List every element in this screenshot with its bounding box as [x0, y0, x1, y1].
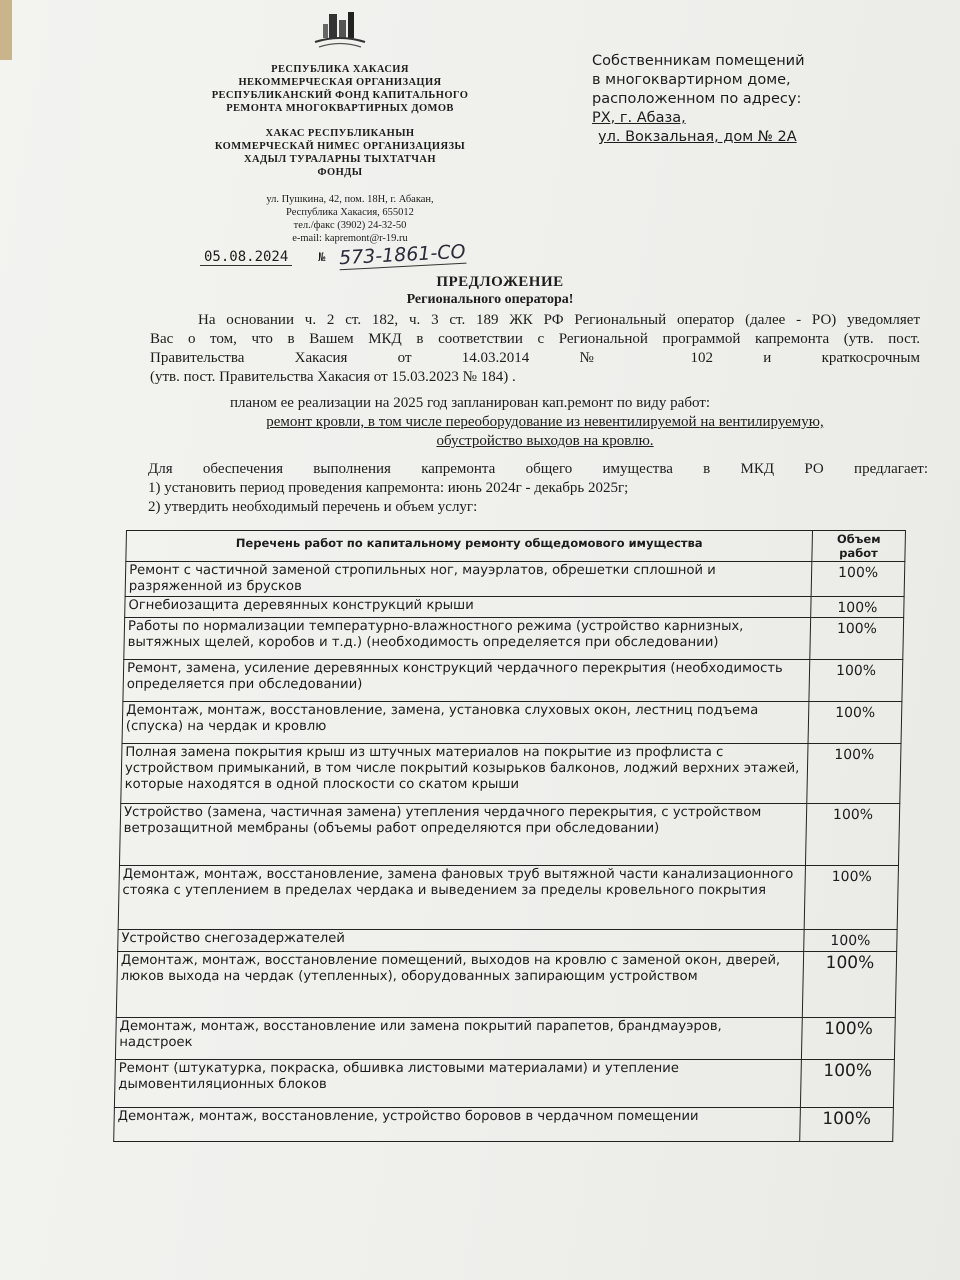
volume-cell: 100% — [804, 866, 898, 930]
proposal-item: 1) установить период проведения капремонта: июнь 2024г - декабрь 2025г; — [148, 480, 629, 496]
work-cell: Устройство снегозадержателей — [118, 930, 804, 952]
table-header-row — [126, 531, 906, 562]
org-ru-line: РЕМОНТА МНОГОКВАРТИРНЫХ ДОМОВ — [226, 103, 454, 114]
work-type-line: обустройство выходов на кровлю. — [436, 433, 654, 449]
recipient-line: в многоквартирном доме, — [592, 72, 791, 88]
document-title: ПРЕДЛОЖЕНИЕ — [436, 274, 564, 290]
recipient-line: расположенном по адресу: — [592, 91, 802, 107]
table-row — [125, 562, 905, 597]
volume-cell: 100% — [801, 1018, 895, 1060]
work-type-line: ремонт кровли, в том числе переоборудование из невентилируемой на вентилируемую, — [266, 414, 824, 430]
volume-cell: 100% — [805, 804, 899, 866]
paragraph-plan: планом ее реализации на 2025 год запланирован кап.ремонт по виду работ: — [230, 395, 710, 411]
works-table — [113, 530, 906, 1142]
paragraph-line: Правительства Хакасия от 14.03.2014 № 102 и краткосрочным — [150, 350, 920, 366]
org-name-ru — [190, 63, 490, 115]
background-edge — [0, 0, 12, 60]
volume-cell: 100% — [802, 952, 896, 1018]
work-cell: Ремонт (штукатурка, покраска, обшивка листовыми материалами) и утепление дымовентиляционных блоков — [114, 1060, 801, 1108]
work-cell: Устройство (замена, частичная замена) утепления чердачного перекрытия, с устройством ветрозащитной мембраны (объемы работ определяются при обследовании) — [119, 804, 806, 866]
volume-cell: 100% — [811, 597, 904, 618]
work-cell: Демонтаж, монтаж, восстановление или замена покрытий парапетов, брандмауэров, надстроек — [115, 1018, 802, 1060]
volume-cell: 100% — [808, 702, 902, 744]
org-kh-line: ХАДЫЛ ТУРАЛАРНЫ ТЫХТАТЧАН — [244, 154, 436, 165]
recipient-street: ул. Вокзальная, дом № 2А — [598, 129, 797, 145]
table-row — [116, 952, 896, 1018]
table-row — [114, 1060, 894, 1108]
outgoing-number: 573-1861-СО — [338, 240, 467, 270]
work-cell: Ремонт, замена, усиление деревянных конструкций чердачного перекрытия (необходимость определяется при обследовании) — [123, 660, 810, 702]
sender-block — [190, 10, 490, 245]
sender-address — [190, 193, 490, 245]
org-kh-line: ХАКАС РЕСПУБЛИКАНЫН — [265, 128, 415, 139]
volume-cell: 100% — [804, 930, 897, 952]
paragraph-basis — [150, 311, 920, 387]
address-line: Республика Хакасия, 655012 — [286, 207, 414, 218]
header-volume: Объем работ — [812, 531, 906, 562]
org-kh-line: ФОНДЫ — [317, 167, 363, 178]
org-ru-line: РЕСПУБЛИКАНСКИЙ ФОНД КАПИТАЛЬНОГО — [211, 90, 469, 101]
volume-cell: 100% — [800, 1060, 894, 1108]
table-row — [118, 866, 898, 930]
paragraph-proposal — [148, 460, 928, 517]
work-cell: Демонтаж, монтаж, восстановление помещений, выходов на кровлю с заменой окон, дверей, люков выхода на чердак (утепленных), оборудованных запирающим устройством — [116, 952, 803, 1018]
fund-logo-icon — [305, 10, 375, 54]
table-row — [114, 1108, 894, 1142]
work-cell: Демонтаж, монтаж, восстановление, устройство боровов в чердачном помещении — [114, 1108, 801, 1142]
phone-line: тел./факс (3902) 24-32-50 — [293, 220, 407, 231]
table-row — [123, 660, 903, 702]
recipient-block — [592, 52, 922, 147]
org-kh-line: КОММЕРЧЕСКАЙ НИМЕС ОРГАНИЗАЦИЯЗЫ — [214, 141, 466, 152]
work-type — [200, 413, 890, 451]
org-ru-line: НЕКОММЕРЧЕСКАЯ ОРГАНИЗАЦИЯ — [238, 77, 442, 88]
recipient-city: РХ, г. Абаза, — [592, 110, 686, 126]
paragraph-line: Для обеспечения выполнения капремонта общего имущества в МКД РО предлагает: — [148, 461, 928, 477]
table-row — [122, 702, 902, 744]
document-subtitle: Регионального оператора! — [406, 292, 574, 307]
work-cell: Работы по нормализации температурно-влажностного режима (устройство карнизных, вытяжных щелей, коробов и т.д.) (необходимость определяется при обследовании) — [124, 618, 811, 660]
paragraph-line: (утв. пост. Правительства Хакасия от 15.03.2023 № 184) . — [150, 369, 516, 385]
volume-cell: 100% — [800, 1108, 894, 1142]
org-ru-line: РЕСПУБЛИКА ХАКАСИЯ — [271, 64, 409, 75]
paragraph-line: На основании ч. 2 ст. 182, ч. 3 ст. 189 ЖК РФ Региональный оператор (далее - РО) уведомляет — [198, 312, 920, 328]
work-cell: Демонтаж, монтаж, восстановление, замена фановых труб вытяжной части канализационного стояка с утеплением в пределах чердака и выведением за пределы кровельного покрытия — [118, 866, 805, 930]
paragraph-line: Вас о том, что в Вашем МКД в соответствии с Региональной программой капремонта (утв. пост. — [150, 331, 920, 347]
table-row — [121, 744, 901, 804]
address-line: ул. Пушкина, 42, пом. 18Н, г. Абакан, — [266, 194, 434, 205]
email-line: e-mail: kapremont@r-19.ru — [292, 233, 408, 244]
volume-cell: 100% — [807, 744, 901, 804]
table-row — [115, 1018, 895, 1060]
header-work-list: Перечень работ по капитальному ремонту общедомового имущества — [126, 531, 813, 562]
outgoing-date: 05.08.2024 — [200, 249, 292, 266]
proposal-item: 2) утвердить необходимый перечень и объем услуг: — [148, 499, 478, 515]
org-name-kh — [190, 127, 490, 179]
work-cell: Огнебиозащита деревянных конструкций крыши — [125, 597, 811, 618]
number-label: № — [318, 250, 326, 264]
work-cell: Демонтаж, монтаж, восстановление, замена, установка слуховых окон, лестниц подъема (спуска) на чердак и кровлю — [122, 702, 809, 744]
work-cell: Ремонт с частичной заменой стропильных ног, мауэрлатов, обрешетки сплошной и разряженной из брусков — [125, 562, 812, 597]
volume-cell: 100% — [810, 618, 904, 660]
table-row — [119, 804, 899, 866]
table-row — [118, 930, 897, 952]
volume-cell: 100% — [809, 660, 903, 702]
recipient-line: Собственникам помещений — [592, 53, 805, 69]
volume-cell: 100% — [811, 562, 905, 597]
table-row — [125, 597, 904, 618]
outgoing-registration — [200, 240, 467, 270]
table-row — [124, 618, 904, 660]
work-cell: Полная замена покрытия крыш из штучных материалов на покрытие из профлиста с устройством примыканий, в том числе покрытий козырьков балконов, лоджий верхних этажей, которые находятся в одной плоскости со скатом крыши — [121, 744, 808, 804]
